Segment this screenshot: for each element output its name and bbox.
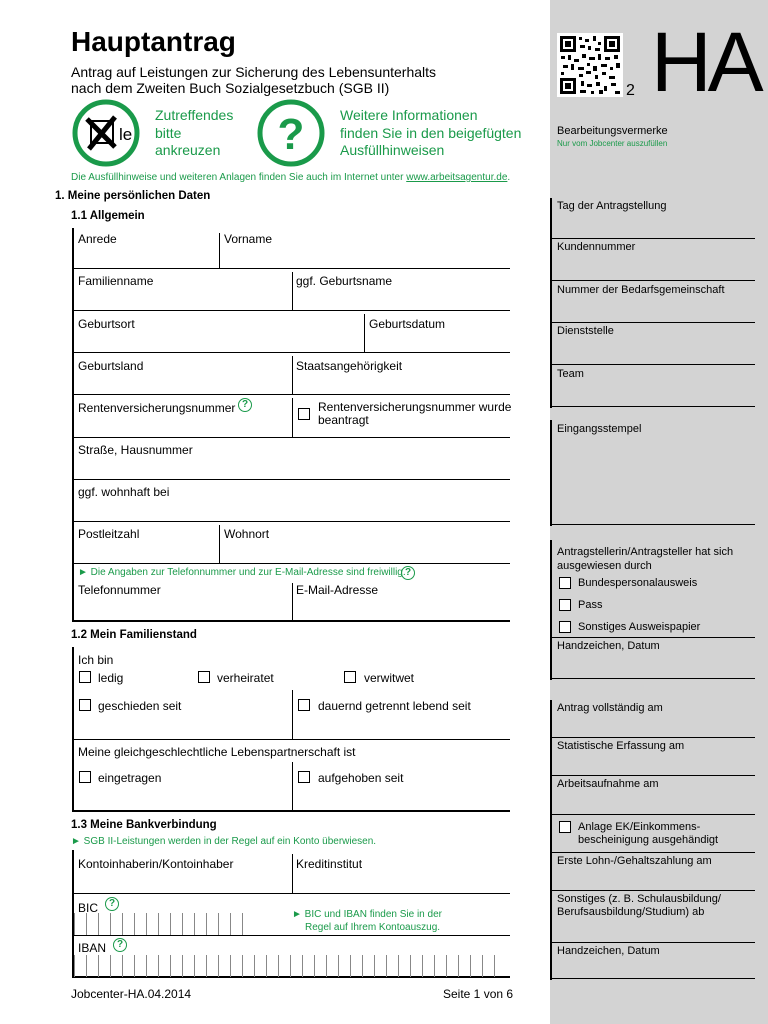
- section-1-title: 1. Meine persönlichen Daten: [55, 190, 211, 202]
- nur-jobcenter-note: Nur vom Jobcenter auszufüllen: [557, 139, 668, 148]
- sonstiges-ausweis-label: Sonstiges Ausweispapier: [578, 621, 701, 633]
- ich-bin-label: Ich bin: [78, 653, 114, 667]
- verheiratet-label: verheiratet: [217, 671, 274, 685]
- geburtsort-field[interactable]: Geburtsort: [78, 317, 135, 331]
- verwitwet-label: verwitwet: [364, 671, 415, 685]
- eingetragen-checkbox[interactable]: [79, 771, 91, 783]
- tag-antragstellung-field[interactable]: Tag der Antragstellung: [557, 200, 667, 212]
- pass-checkbox[interactable]: [559, 599, 571, 611]
- email-field[interactable]: E-Mail-Adresse: [296, 583, 379, 597]
- geschieden-checkbox[interactable]: [79, 699, 91, 711]
- telefonnummer-field[interactable]: Telefonnummer: [78, 583, 161, 597]
- geburtsland-field[interactable]: Geburtsland: [78, 359, 144, 373]
- form-code-sub: 2: [626, 82, 635, 99]
- eingetragen-label: eingetragen: [98, 771, 162, 785]
- verheiratet-checkbox[interactable]: [198, 671, 210, 683]
- iban-help-icon[interactable]: ?: [113, 938, 127, 952]
- handzeichen-2-field[interactable]: Handzeichen, Datum: [557, 945, 660, 957]
- bearbeitungsvermerke-label: Bearbeitungsvermerke: [557, 125, 668, 137]
- anrede-field[interactable]: Anrede: [78, 232, 117, 246]
- personalausweis-label: Bundespersonalausweis: [578, 577, 698, 589]
- bic-label: BIC: [78, 901, 99, 915]
- ausgewiesen-label: Antragstellerin/Antragsteller hat sich ausgewiesen durch: [557, 546, 734, 572]
- freiwillig-note: ► Die Angaben zur Telefonnummer und zur E-Mail-Adresse sind freiwillig.: [78, 567, 406, 578]
- wohnhaft-bei-field[interactable]: ggf. wohnhaft bei: [78, 485, 170, 499]
- form-id: Jobcenter-HA.04.2014: [71, 987, 192, 1001]
- section-1-3-title: 1.3 Meine Bankverbindung: [71, 819, 217, 831]
- ledig-label: ledig: [98, 671, 124, 685]
- subtitle-line-1: Antrag auf Leistungen zur Sicherung des Lebensunterhalts: [71, 64, 437, 80]
- section-1-2-title: 1.2 Mein Familienstand: [71, 629, 197, 641]
- handzeichen-1-field[interactable]: Handzeichen, Datum: [557, 640, 660, 652]
- eingangsstempel-field[interactable]: Eingangsstempel: [557, 423, 642, 435]
- qr-code-icon: [557, 33, 623, 97]
- bedarfsgemeinschaft-field[interactable]: Nummer der Bedarfsgemeinschaft: [557, 284, 725, 296]
- rv-help-icon[interactable]: ?: [238, 398, 252, 412]
- kundennummer-field[interactable]: Kundennummer: [557, 241, 636, 253]
- kreditinstitut-field[interactable]: Kreditinstitut: [296, 857, 363, 871]
- strasse-field[interactable]: Straße, Hausnummer: [78, 443, 193, 457]
- geschieden-label: geschieden seit: [98, 699, 182, 713]
- internet-note: Die Ausfüllhinweise und weiteren Anlagen finden Sie auch im Internet unter www.arbeitsagentur.de.: [71, 172, 511, 183]
- statistische-erfassung-field[interactable]: Statistische Erfassung am: [557, 740, 685, 752]
- sonstiges-ausbildung-field[interactable]: Sonstiges (z. B. Schulausbildung/ Berufsausbildung/Studium) ab: [557, 893, 721, 918]
- form-code: HA: [651, 15, 760, 109]
- rv-beantragt-label: Rentenversicherungsnummer wurde beantragt: [318, 400, 512, 427]
- wohnort-field[interactable]: Wohnort: [224, 527, 270, 541]
- erste-lohnzahlung-field[interactable]: Erste Lohn-/Gehaltszahlung am: [557, 855, 712, 867]
- info-hint-text: Weitere Informationen finden Sie in den beigefügten Ausfüllhinweisen: [340, 107, 522, 158]
- arbeitsaufnahme-field[interactable]: Arbeitsaufnahme am: [557, 778, 659, 790]
- aufgehoben-label: aufgehoben seit: [318, 771, 404, 785]
- ledig-checkbox[interactable]: [79, 671, 91, 683]
- antrag-vollstaendig-field[interactable]: Antrag vollständig am: [557, 702, 663, 714]
- svg-text:le: le: [119, 125, 133, 144]
- anlage-ek-label: Anlage EK/Einkommens- bescheinigung ausgehändigt: [578, 821, 719, 846]
- team-field[interactable]: Team: [557, 368, 584, 380]
- personalausweis-checkbox[interactable]: [559, 577, 571, 589]
- vorname-field[interactable]: Vorname: [224, 232, 273, 246]
- page-title: Hauptantrag: [71, 26, 236, 57]
- dienststelle-field[interactable]: Dienststelle: [557, 325, 614, 337]
- postleitzahl-field[interactable]: Postleitzahl: [78, 527, 140, 541]
- rv-beantragt-checkbox[interactable]: [298, 408, 310, 420]
- kontoinhaber-field[interactable]: Kontoinhaberin/Kontoinhaber: [78, 857, 234, 871]
- anlage-ek-checkbox[interactable]: [559, 821, 571, 833]
- iban-label: IBAN: [78, 941, 107, 955]
- aufgehoben-checkbox[interactable]: [298, 771, 310, 783]
- staatsangehoerigkeit-field[interactable]: Staatsangehörigkeit: [296, 359, 403, 373]
- sonstiges-ausweis-checkbox[interactable]: [559, 621, 571, 633]
- office-use-sidebar: [550, 0, 768, 1024]
- checkbox-hint-icon: [71, 99, 143, 167]
- rentenversicherungsnummer-field[interactable]: Rentenversicherungsnummer: [78, 401, 236, 415]
- getrennt-label: dauernd getrennt lebend seit: [318, 699, 471, 713]
- verwitwet-checkbox[interactable]: [344, 671, 356, 683]
- geburtsname-field[interactable]: ggf. Geburtsname: [296, 274, 393, 288]
- iban-input[interactable]: [74, 955, 510, 977]
- konto-note: ► SGB II-Leistungen werden in der Regel auf ein Konto überwiesen.: [71, 836, 377, 847]
- section-1-1-title: 1.1 Allgemein: [71, 210, 145, 222]
- subtitle-line-2: nach dem Zweiten Buch Sozialgesetzbuch (SGB II): [71, 80, 390, 96]
- svg-text:?: ?: [277, 110, 305, 159]
- geburtsdatum-field[interactable]: Geburtsdatum: [369, 317, 446, 331]
- familienname-field[interactable]: Familienname: [78, 274, 154, 288]
- info-hint-icon: [256, 99, 328, 167]
- lebenspartnerschaft-label: Meine gleichgeschlechtliche Lebenspartnerschaft ist: [78, 745, 356, 759]
- page-number: Seite 1 von 6: [443, 987, 514, 1001]
- bic-input[interactable]: [74, 913, 243, 935]
- bic-iban-note: ► BIC und IBAN finden Sie in der Regel auf Ihrem Kontoauszug.: [292, 909, 442, 933]
- arbeitsagentur-link[interactable]: www.arbeitsagentur.de: [406, 172, 508, 183]
- bic-help-icon[interactable]: ?: [105, 897, 119, 911]
- pass-label: Pass: [578, 599, 603, 611]
- getrennt-checkbox[interactable]: [298, 699, 310, 711]
- contact-help-icon[interactable]: ?: [401, 566, 415, 580]
- check-hint-text: Zutreffendes bitte ankreuzen: [155, 107, 234, 158]
